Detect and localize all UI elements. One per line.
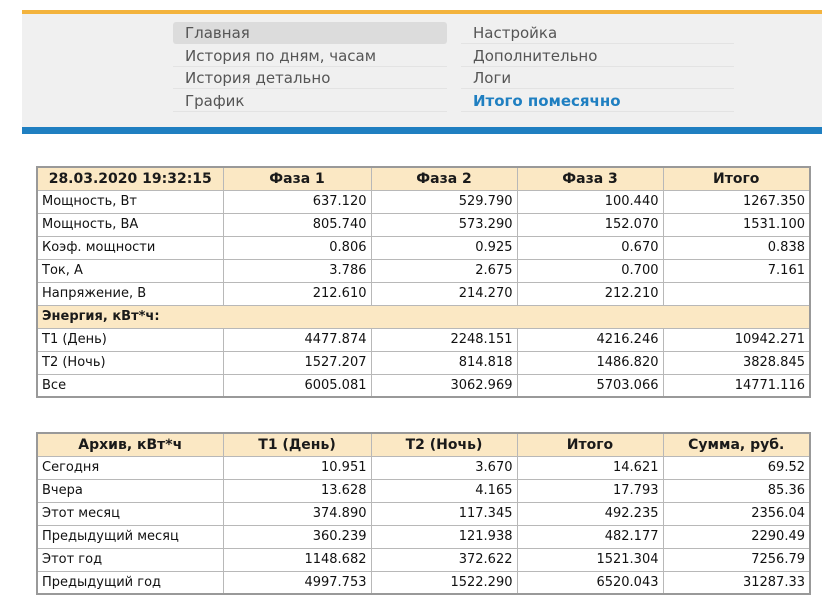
table-row	[37, 328, 810, 351]
table-row	[37, 190, 810, 213]
value-cell: 573.290	[371, 213, 517, 236]
value-cell: 1522.290	[371, 571, 517, 594]
value-cell: 31287.33	[663, 571, 810, 594]
table-row	[37, 548, 810, 571]
value-cell: 212.210	[517, 282, 663, 305]
row-label: Т2 (Ночь)	[37, 351, 223, 374]
table-row	[37, 259, 810, 282]
value-cell: 3.670	[371, 456, 517, 479]
row-label: Т1 (День)	[37, 328, 223, 351]
value-cell: 4997.753	[223, 571, 371, 594]
value-cell: 17.793	[517, 479, 663, 502]
value-cell: 7256.79	[663, 548, 810, 571]
row-label: Этот месяц	[37, 502, 223, 525]
value-cell: 4477.874	[223, 328, 371, 351]
table-row	[37, 502, 810, 525]
value-cell: 482.177	[517, 525, 663, 548]
table-header-row	[37, 433, 810, 456]
row-label: Ток, А	[37, 259, 223, 282]
nav-chart[interactable]: График	[173, 90, 447, 112]
row-label: Все	[37, 374, 223, 397]
nav-history-detailed[interactable]: История детально	[173, 67, 447, 89]
archive-table	[36, 432, 811, 595]
table-row	[37, 571, 810, 594]
column-header: Фаза 1	[223, 167, 371, 190]
value-cell: 2290.49	[663, 525, 810, 548]
value-cell: 1486.820	[517, 351, 663, 374]
value-cell: 3828.845	[663, 351, 810, 374]
row-label: Коэф. мощности	[37, 236, 223, 259]
row-label: Мощность, ВА	[37, 213, 223, 236]
row-label: Напряжение, В	[37, 282, 223, 305]
value-cell: 2248.151	[371, 328, 517, 351]
value-cell: 1267.350	[663, 190, 810, 213]
row-label: Вчера	[37, 479, 223, 502]
column-header: Т1 (День)	[223, 433, 371, 456]
value-cell: 121.938	[371, 525, 517, 548]
column-header: Итого	[517, 433, 663, 456]
column-header: Архив, кВт*ч	[37, 433, 223, 456]
column-header: Сумма, руб.	[663, 433, 810, 456]
value-cell: 1531.100	[663, 213, 810, 236]
section-row	[37, 305, 810, 328]
nav-logs[interactable]: Логи	[461, 67, 734, 89]
nav-settings[interactable]: Настройка	[461, 22, 734, 44]
value-cell: 374.890	[223, 502, 371, 525]
value-cell: 1148.682	[223, 548, 371, 571]
column-header: Фаза 3	[517, 167, 663, 190]
row-label: Этот год	[37, 548, 223, 571]
table-row	[37, 351, 810, 374]
value-cell: 10.951	[223, 456, 371, 479]
value-cell: 214.270	[371, 282, 517, 305]
value-cell: 14.621	[517, 456, 663, 479]
table-header-row	[37, 167, 810, 190]
value-cell: 212.610	[223, 282, 371, 305]
table-row	[37, 456, 810, 479]
header-stripe	[22, 127, 822, 134]
value-cell: 637.120	[223, 190, 371, 213]
table-row	[37, 282, 810, 305]
value-cell: 1521.304	[517, 548, 663, 571]
value-cell: 6520.043	[517, 571, 663, 594]
value-cell: 6005.081	[223, 374, 371, 397]
value-cell: 4216.246	[517, 328, 663, 351]
value-cell: 0.670	[517, 236, 663, 259]
value-cell: 2356.04	[663, 502, 810, 525]
value-cell: 13.628	[223, 479, 371, 502]
value-cell: 117.345	[371, 502, 517, 525]
value-cell: 0.806	[223, 236, 371, 259]
timestamp-header: 28.03.2020 19:32:15	[37, 167, 223, 190]
row-label: Мощность, Вт	[37, 190, 223, 213]
value-cell: 492.235	[517, 502, 663, 525]
value-cell: 4.165	[371, 479, 517, 502]
value-cell: 152.070	[517, 213, 663, 236]
value-cell: 0.700	[517, 259, 663, 282]
column-header: Итого	[663, 167, 810, 190]
value-cell: 372.622	[371, 548, 517, 571]
nav-monthly-total[interactable]: Итого помесячно	[461, 90, 734, 112]
energy-section-title: Энергия, кВт*ч:	[37, 305, 810, 328]
value-cell: 3062.969	[371, 374, 517, 397]
row-label: Предыдущий год	[37, 571, 223, 594]
value-cell: 3.786	[223, 259, 371, 282]
value-cell: 7.161	[663, 259, 810, 282]
value-cell: 5703.066	[517, 374, 663, 397]
column-header: Фаза 2	[371, 167, 517, 190]
realtime-table	[36, 166, 811, 398]
value-cell: 814.818	[371, 351, 517, 374]
column-header: Т2 (Ночь)	[371, 433, 517, 456]
table-row	[37, 236, 810, 259]
table-row	[37, 479, 810, 502]
value-cell: 69.52	[663, 456, 810, 479]
value-cell: 100.440	[517, 190, 663, 213]
row-label: Предыдущий месяц	[37, 525, 223, 548]
nav-history-days-hours[interactable]: История по дням, часам	[173, 45, 447, 67]
value-cell: 529.790	[371, 190, 517, 213]
nav-additional[interactable]: Дополнительно	[461, 45, 734, 67]
value-cell: 0.838	[663, 236, 810, 259]
value-cell: 85.36	[663, 479, 810, 502]
row-label: Сегодня	[37, 456, 223, 479]
value-cell: 14771.116	[663, 374, 810, 397]
table-row	[37, 213, 810, 236]
value-cell: 1527.207	[223, 351, 371, 374]
value-cell: 0.925	[371, 236, 517, 259]
value-cell: 805.740	[223, 213, 371, 236]
nav-home[interactable]: Главная	[173, 22, 447, 44]
table-row	[37, 525, 810, 548]
value-cell: 360.239	[223, 525, 371, 548]
table-row	[37, 374, 810, 397]
value-cell: 2.675	[371, 259, 517, 282]
value-cell	[663, 282, 810, 305]
value-cell: 10942.271	[663, 328, 810, 351]
